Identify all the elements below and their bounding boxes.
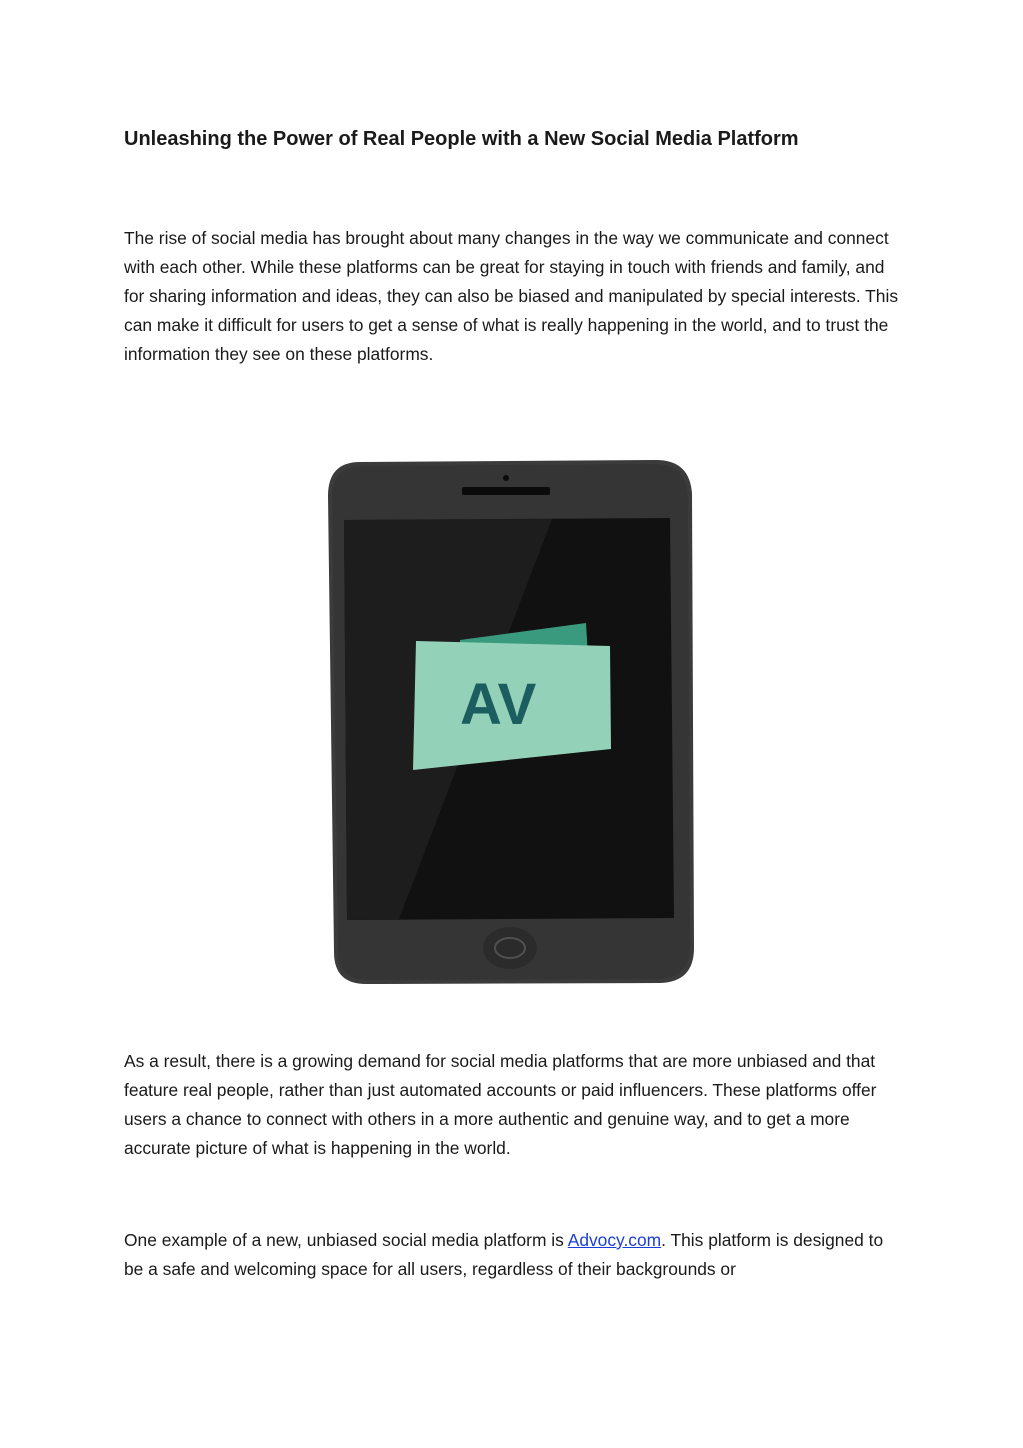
paragraph-example (124, 1226, 904, 1284)
paragraph-intro: The rise of social media has brought about many changes in the way we communicate and connect with each other. While these platforms can be great for staying in touch with friends and family, and for sharing information and ideas, they can also be biased and manipulated by special interests. This can make it difficult for users to get a sense of what is really happening in the world, and to trust the information they see on these platforms. (124, 228, 899, 364)
camera-icon (503, 475, 509, 481)
advocy-link[interactable]: Advocy.com (567, 1230, 662, 1250)
advocy-logo (413, 623, 611, 770)
home-button[interactable] (483, 927, 537, 969)
page-title: Unleashing the Power of Real People with a New Social Media Platform (124, 128, 799, 150)
logo-text: AV (460, 672, 537, 737)
tablet-illustration (326, 458, 698, 988)
tablet-icon (326, 458, 698, 988)
paragraph-demand: As a result, there is a growing demand for social media platforms that are more unbiased and that feature real people, rather than just automated accounts or paid influencers. These platforms offer users a chance to connect with others in a more authentic and genuine way, and to get a more accurate picture of what is happening in the world. (124, 1051, 877, 1158)
paragraph-example-tail: . This platform is designed to be a safe and welcoming space for all users, regardless of their backgrounds or (124, 1230, 884, 1279)
speaker-grille (462, 487, 550, 495)
paragraph-example-lead: One example of a new, unbiased social media platform is (124, 1230, 568, 1250)
